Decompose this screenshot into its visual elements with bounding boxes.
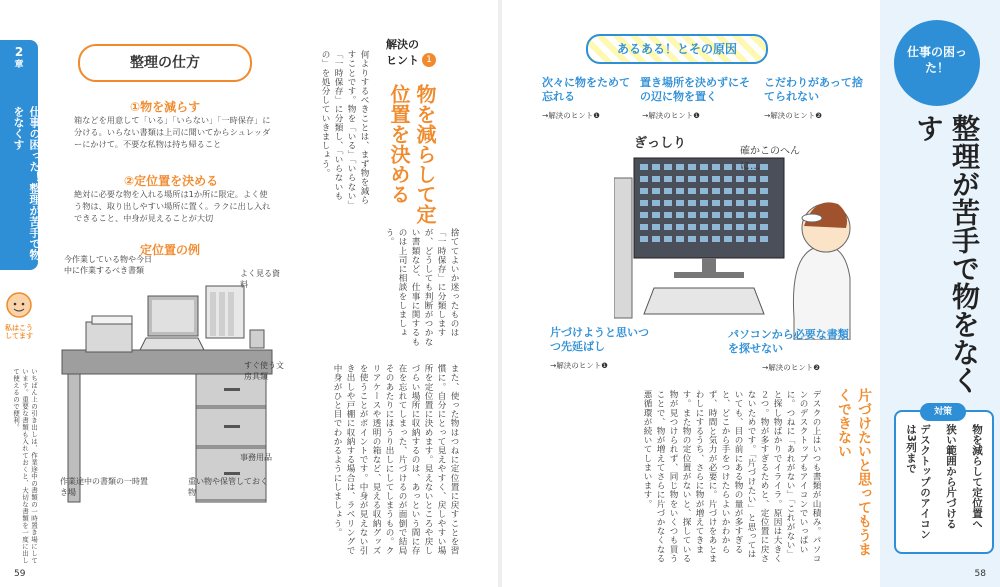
- cause-2: 置き場所を決めずにその辺に物を置く: [640, 76, 750, 103]
- desk-illustration: [56, 262, 286, 512]
- label-stationery: すぐ使う文房具類: [244, 361, 284, 381]
- label-current-work: 今作業している物や今日中に作業するべき書類: [64, 255, 152, 275]
- hint-title: 物を減らして定位置を決める: [387, 84, 437, 224]
- step1-body: 箱などを用意して「いる」「いらない」「一時保存」に分ける。いらない書類は上司に聞いてからシュレッダーにかけて。不要な私物は持ち帰ること: [74, 115, 271, 149]
- cause-3: こだわりがあって捨てられない: [764, 76, 863, 103]
- hint-column-1: 何よりするべきことは、まず物を減らすことです。物を「いる」「いらない」「一時保存」に分類し、「いらないもの」を処分していきましょう。: [320, 50, 369, 210]
- page-number-left: 59: [14, 569, 26, 579]
- chapter-number: 2 章: [14, 45, 24, 70]
- chapter-title: 仕事の困った！整理が苦手で物をなくす: [12, 106, 41, 260]
- cause-2-ref: →解決のヒント❶: [642, 111, 701, 120]
- label-temp-storage: 作業途中の書類の一時置き場: [60, 477, 148, 497]
- page-number-right: 58: [974, 569, 986, 579]
- cause-5-ref: →解決のヒント❷: [762, 363, 821, 372]
- cause-body: デスクの上はいつも書類が山積み。パソコンのデスクトップもアイコンでいっぱいに。つねに「あれがない」「これがない」と探し物ばかりでイライラ。原因は大きく２つ。物が多すぎるためと、定位置に戻さないためです。「片づけたい」と思ってはいても、目の前にある物の量が多すぎると、どこから手をつけたらよいかわからず、時間と気力が必要に。片づけをあとまわしにするうち、さらに物が増えてきます。また物の定位置がないと、探している物が見つけられず、同じ物をいくつも買うことで、物が増えてさらに片づかなくなる悪循環が続いてしまいます。: [642, 390, 821, 563]
- cause-4-ref: →解決のヒント❶: [550, 361, 609, 370]
- hint-badge-bottom: ヒント: [386, 54, 419, 67]
- step2-title: ②定位置を決める: [124, 174, 219, 188]
- countermeasure-item-2: 狭い範囲から片づける: [945, 424, 957, 529]
- hint-number: 1: [422, 53, 436, 67]
- me-text: いちばん上の引き出しは、作業途中の書類の一時置き場にしています。重要な書類も入れておくと、大切な書類を一度に出して使えるので便利。: [12, 368, 38, 564]
- cause-5: パソコンから必要な書類を探せない: [728, 328, 849, 355]
- countermeasure-item-1: 物を減らして定位置へ: [971, 424, 983, 529]
- chapter-tab[interactable]: [0, 40, 41, 270]
- me-badge-label: 私はこうしてます: [5, 324, 33, 340]
- hint-badge: [386, 36, 442, 80]
- right-page: [502, 0, 1000, 587]
- example-title: 定位置の例: [140, 243, 201, 257]
- speech-thinking: 確かこのへんに…: [740, 146, 800, 172]
- label-office-supplies: 事務用品: [240, 453, 272, 462]
- label-heavy-items: 重い物や保管しておく物: [188, 477, 268, 497]
- section-title: 片づけたいと思ってもうまくできない: [836, 388, 872, 556]
- step1-title: ①物を減らす: [130, 100, 201, 114]
- method-title: 整理の仕方: [78, 44, 252, 82]
- cause-4: 片づけようと思いつつ先延ばし: [550, 326, 649, 353]
- cause-3-ref: →解決のヒント❷: [764, 111, 823, 120]
- step2-body: 絶対に必要な物を入れる場所は1か所に限定。よく使う物は、取り出しやすい場所に置く。ラクに出し入れできること、中身が見えることが大切: [74, 189, 271, 223]
- cause-1: 次々に物をためて忘れる: [542, 76, 630, 103]
- left-page: [0, 0, 498, 587]
- avatar-icon: [4, 290, 34, 320]
- big-title: 整理が苦手で物をなくす: [912, 114, 981, 394]
- countermeasure-tag: 対策: [920, 403, 966, 421]
- worry-badge: [894, 20, 980, 106]
- hint-column-3: また、使った物はつねに定位置に戻すことを習慣に。自分にとって見えやすく、戻しやすい場所を定位置に決めます。見えないところや戻しづらい場所に収納するのは、あっという間に存在を忘れてしまった、片づけるのが面倒で結局そのあたりにほうり出しにしてしまうもの。クリアケースや透明の箱など、見える収納グッズを使うことがポイントです。中身が見えない引き出しや戸棚に収納する場合は、ラベリングで中身がひと目でわかるようにしましょう。: [332, 364, 459, 556]
- label-often-see: よく見る資料: [240, 269, 280, 289]
- countermeasure-item-3: デスクトップのアイコンは3列まで: [905, 424, 931, 540]
- cause-1-ref: →解決のヒント❶: [542, 111, 601, 120]
- desk-monitor-illustration: [614, 118, 854, 340]
- speech-packed: ぎっしり: [634, 136, 687, 151]
- hint-badge-top: 解決の: [386, 38, 419, 51]
- worry-badge-label: 仕事の困った！: [906, 45, 967, 75]
- me-badge: [4, 290, 38, 370]
- countermeasure-box: [894, 407, 994, 554]
- aruaru-banner: あるある！とその原因: [586, 34, 768, 64]
- hint-column-2: 捨ててよいか迷ったものは「一時保存」に分類しますが、どうしても判断がつかない書類など、仕事に関するものは上司に相談をしましょう。: [384, 228, 459, 347]
